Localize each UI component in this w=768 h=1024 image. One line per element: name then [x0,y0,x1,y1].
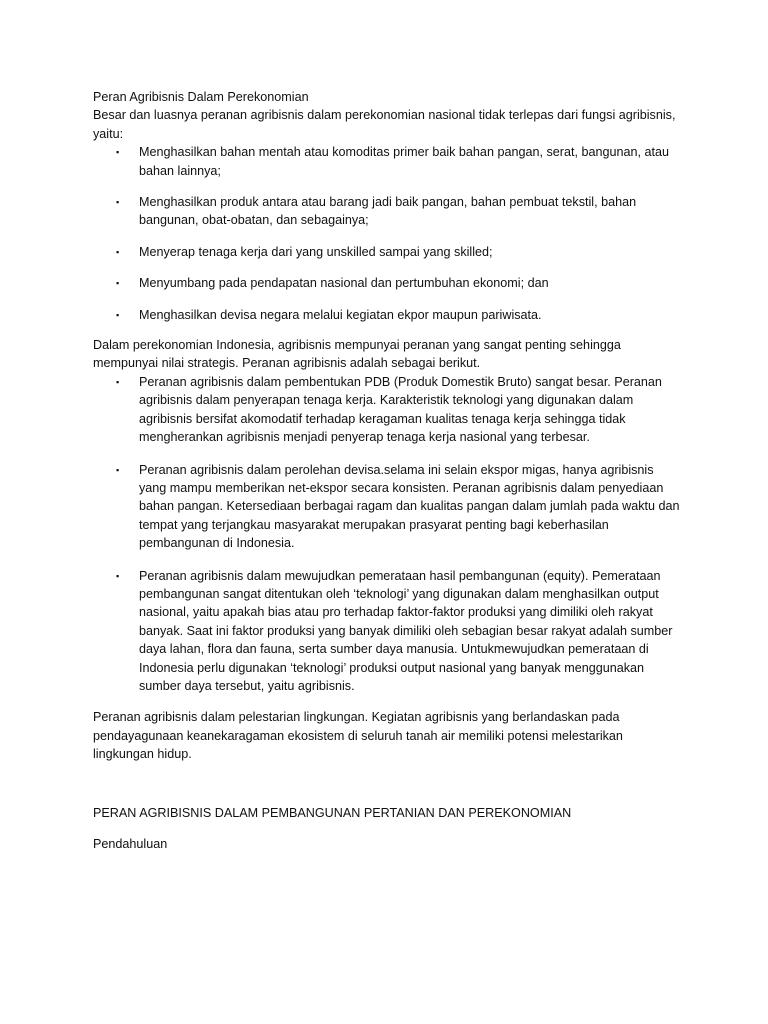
list-item-text: Peranan agribisnis dalam pembentukan PDB (Produk Domestik Bruto) sangat besar. Peranan agribisnis dalam penyerapan tenaga kerja. Karakteristik teknologi yang digunakan dalam agribisnis bersifat akomodatif terhadap keragaman kualitas tenaga kerja sehingga tidak mengherankan agribisnis menjadi penyerap tenaga kerja nasional yang terbesar. [139,374,662,445]
bullet-icon: ▪ [116,570,120,581]
list-item [93,373,683,447]
list-item [93,461,683,553]
bullet-icon: ▪ [116,309,120,320]
list-item-text: Peranan agribisnis dalam perolehan devisa.selama ini selain ekspor migas, hanya agribisnis yang mampu memberikan net-ekspor secara konsisten. Peranan agribisnis dalam penyediaan bahan pangan. Ketersediaan berbagai ragam dan kualitas pangan dalam jumlah pada waktu dan tempat yang terjangkau masyarakat merupakan prasyarat penting bagi keberhasilan pembangunan di Indonesia. [139,462,680,551]
list-item-text: Menyerap tenaga kerja dari yang unskilled sampai yang skilled; [139,244,493,259]
roles-list [93,373,683,696]
list-item-text: Menyumbang pada pendapatan nasional dan pertumbuhan ekonomi; dan [139,276,549,291]
intro-paragraph: Besar dan luasnya peranan agribisnis dalam perekonomian nasional tidak terlepas dari fungsi agribisnis, yaitu: [93,108,676,141]
bullet-icon: ▪ [116,147,120,158]
bullet-icon: ▪ [116,246,120,257]
strategic-role-paragraph: Dalam perekonomian Indonesia, agribisnis mempunyai peranan yang sangat penting sehingga mempunyai nilai strategis. Peranan agribisnis adalah sebagai berikut. [93,338,621,371]
list-item-text: Menghasilkan bahan mentah atau komoditas primer baik bahan pangan, serat, bangunan, atau bahan lainnya; [139,145,670,178]
list-item-text: Menghasilkan devisa negara melalui kegiatan ekpor maupun pariwisata. [139,307,542,322]
bullet-icon: ▪ [116,376,120,387]
list-item [93,243,683,261]
environment-paragraph: Peranan agribisnis dalam pelestarian lingkungan. Kegiatan agribisnis yang berlandaskan pada pendayagunaan keanekaragaman ekosistem di seluruh tanah air memiliki potensi melestarikan lingkungan hidup. [93,710,623,762]
list-item [93,193,683,230]
list-item [93,143,683,180]
document-title: Peran Agribisnis Dalam Perekonomian [93,90,309,104]
bullet-icon: ▪ [116,464,120,475]
subsection-heading: Pendahuluan [93,837,168,851]
list-item [93,306,683,324]
section-heading: PERAN AGRIBISNIS DALAM PEMBANGUNAN PERTANIAN DAN PEREKONOMIAN [93,805,572,820]
list-item-text: Peranan agribisnis dalam mewujudkan pemerataan hasil pembangunan (equity). Pemerataan pembangunan sangat ditentukan oleh ‘teknologi’ yang digunakan dalam menghasilkan output nasional, yaitu apakah bias atau pro terhadap faktor-faktor produksi yang dimiliki oleh rakyat banyak. Saat ini faktor produksi yang banyak dimiliki oleh sebagian besar rakyat adalah sumber daya lahan, flora dan fauna, serta sumber daya manusia. Untukmewujudkan pemerataan di Indonesia perlu digunakan ‘teknologi’ produksi output nasional yang banyak menggunakan sumber daya tersebut, yaitu agribisnis. [139,568,673,693]
bullet-icon: ▪ [116,197,120,208]
list-item-text: Menghasilkan produk antara atau barang jadi baik pangan, bahan pembuat tekstil, bahan bangunan, obat-obatan, dan sebagainya; [139,195,637,228]
document-page [93,88,683,853]
list-item [93,567,683,696]
functions-list [93,143,683,324]
list-item [93,274,683,292]
bullet-icon: ▪ [116,278,120,289]
